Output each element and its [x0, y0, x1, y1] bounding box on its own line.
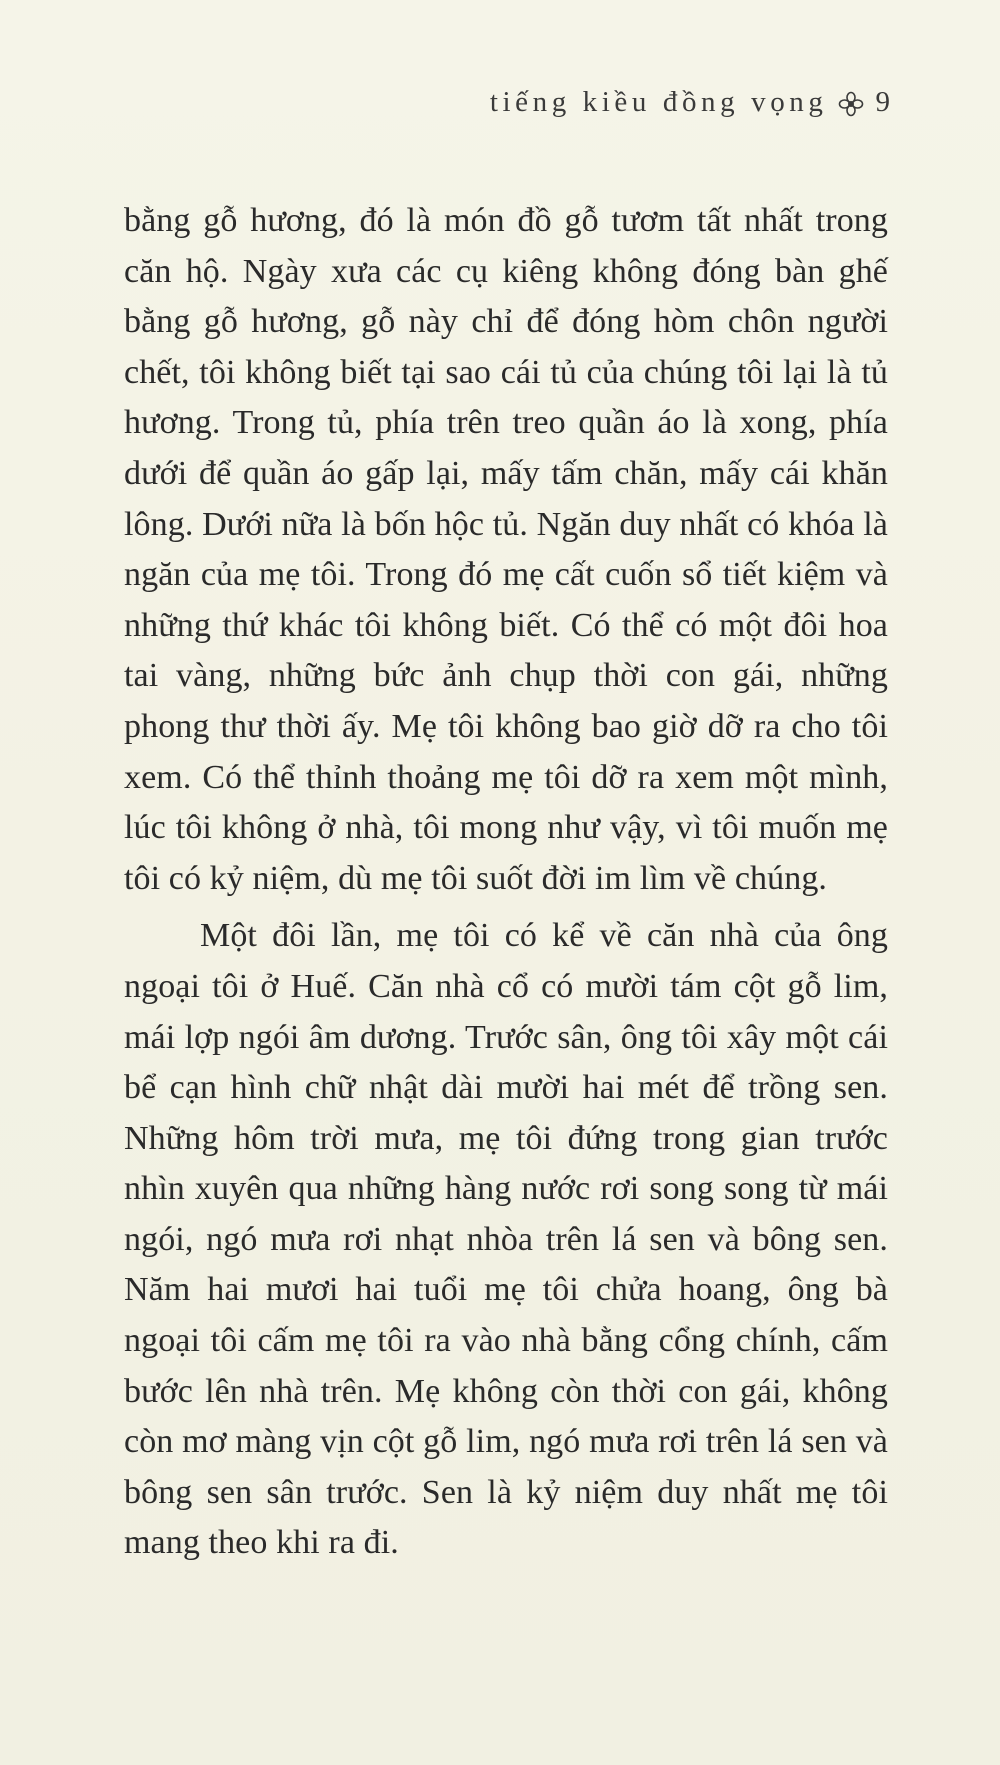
running-head — [490, 86, 890, 119]
paragraph-1: bằng gỗ hương, đó là món đồ gỗ tươm tất nhất trong căn hộ. Ngày xưa các cụ kiêng không đóng bàn ghế bằng gỗ hương, gỗ này chỉ để đóng hòm chôn người chết, tôi không biết tại sao cái tủ của chúng tôi lại là tủ hương. Trong tủ, phía trên treo quần áo là xong, phía dưới để quần áo gấp lại, mấy tấm chăn, mấy cái khăn lông. Dưới nữa là bốn hộc tủ. Ngăn duy nhất có khóa là ngăn của mẹ tôi. Trong đó mẹ cất cuốn sổ tiết kiệm và những thứ khác tôi không biết. Có thể có một đôi hoa tai vàng, những bức ảnh chụp thời con gái, những phong thư thời ấy. Mẹ tôi không bao giờ dỡ ra cho tôi xem. Có thể thỉnh thoảng mẹ tôi dỡ ra xem một mình, lúc tôi không ở nhà, tôi mong như vậy, vì tôi muốn mẹ tôi có kỷ niệm, dù mẹ tôi suốt đời im lìm về chúng. — [124, 202, 888, 897]
body-text — [124, 196, 888, 1569]
paragraph-2: Một đôi lần, mẹ tôi có kể về căn nhà của ông ngoại tôi ở Huế. Căn nhà cổ có mười tám cột gỗ lim, mái lợp ngói âm dương. Trước sân, ông tôi xây một cái bể cạn hình chữ nhật dài mười hai mét để trồng sen. Những hôm trời mưa, mẹ tôi đứng trong gian trước nhìn xuyên qua những hàng nước rơi song song từ mái ngói, ngó mưa rơi nhạt nhòa trên lá sen và bông sen. Năm hai mươi hai tuổi mẹ tôi chửa hoang, ông bà ngoại tôi cấm mẹ tôi ra vào nhà bằng cổng chính, cấm bước lên nhà trên. Mẹ không còn thời con gái, không còn mơ màng vịn cột gỗ lim, ngó mưa rơi trên lá sen và bông sen sân trước. Sen là kỷ niệm duy nhất mẹ tôi mang theo khi ra đi. — [124, 917, 888, 1562]
flower-ornament-icon — [838, 91, 864, 117]
page-number: 9 — [875, 86, 890, 118]
running-title: tiếng kiều đồng vọng — [489, 86, 828, 118]
